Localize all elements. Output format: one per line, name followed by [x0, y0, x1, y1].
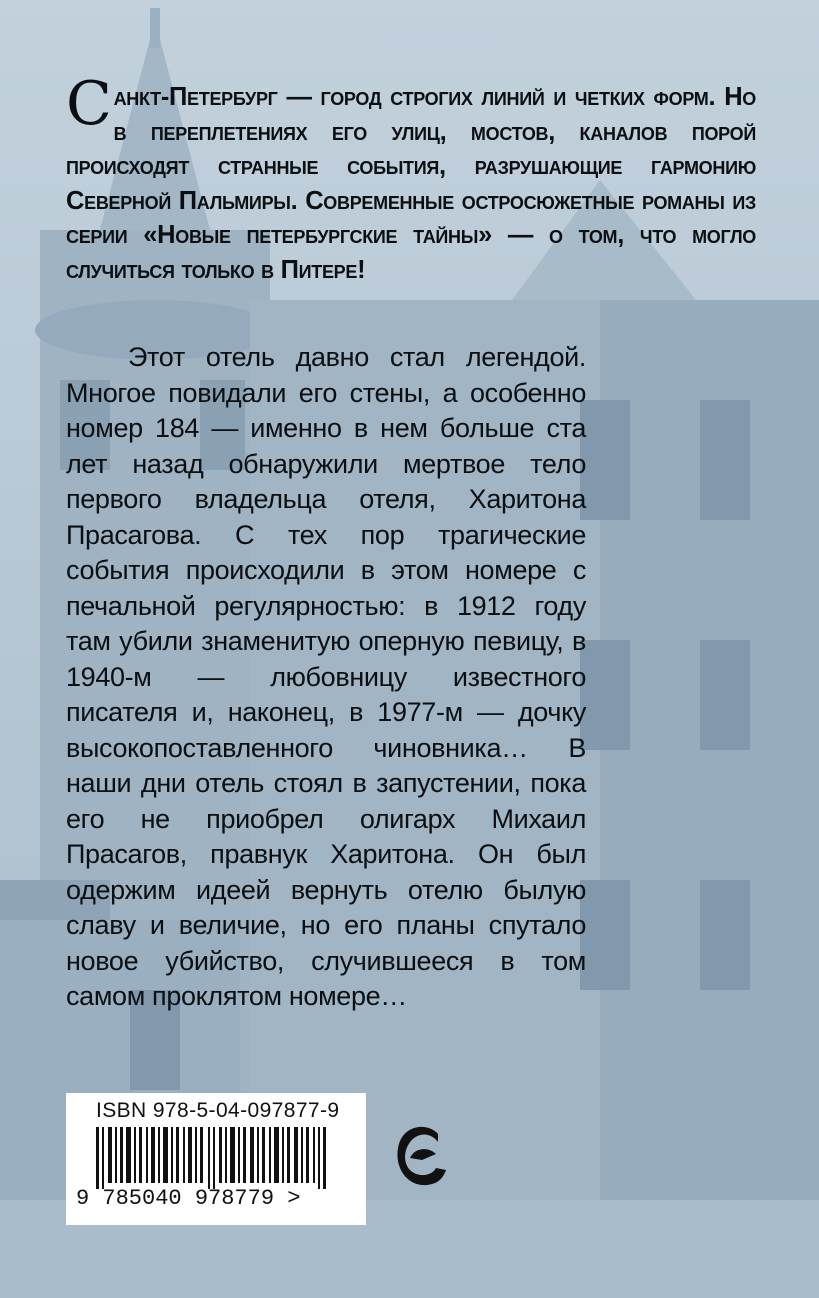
drop-cap: С	[66, 69, 112, 139]
blurb-text: Но в переплетениях его улиц, мостов, каналов порой происходят странные события, разрушающие гармонию Северной Пальмиры. Современные остросюжетные романы из серии «Новые петербургские тайны» — о том, что могло случиться только в Питере!	[66, 83, 757, 284]
barcode-icon	[96, 1127, 336, 1189]
isbn-barcode-box	[66, 1093, 366, 1225]
barcode-digits: 9 785040 978779 >	[76, 1186, 301, 1211]
series-blurb	[66, 69, 757, 287]
synopsis-paragraph: Этот отель давно стал легендой. Многое повидали его стены, а особенно номер 184 — именно в нем больше ста лет назад обнаружили мертвое тело первого владельца отеля, Харитона Прасагова. С тех пор трагические события происходили в этом номере с печальной регулярностью: в 1912 году там убили знаменитую оперную певицу, в 1940-м — любовницу известного писателя и, наконец, в 1977-м — дочку высокопоставленного чиновника… В наши дни отель стоял в запустении, пока его не приобрел олигарх Михаил Прасагов, правнук Харитона. Он был одержим идеей вернуть отелю былую славу и величие, но его планы спутало новое убийство, случившееся в том самом проклятом номере…	[66, 342, 586, 1011]
book-synopsis	[66, 340, 586, 1015]
publisher-logo-icon	[392, 1120, 448, 1200]
blurb-first-line: анкт-Петербург — город строгих линий и четких форм.	[113, 83, 716, 111]
isbn-label: ISBN 978-5-04-097877-9	[96, 1099, 340, 1122]
